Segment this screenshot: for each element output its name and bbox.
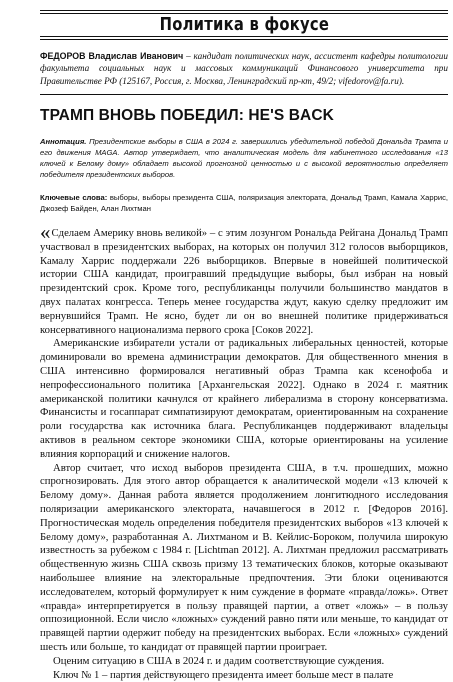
author-info	[40, 50, 448, 87]
separator-line	[40, 94, 448, 95]
opening-quote-mark: «	[40, 220, 51, 244]
author-name: ФЕДОРОВ Владислав Иванович	[40, 51, 183, 61]
abstract-label: Аннотация.	[40, 137, 86, 146]
section-header	[40, 10, 448, 40]
keywords	[40, 192, 448, 214]
author-bio: – кандидат политических наук, ассистент кафедры политологии факультета социальных наук и массовых коммуникаций Финансового университета при Правительстве РФ (125167, Россия, г. Москва, Ленинградский пр-кт, 49/2; vifedorov@fa.ru).	[40, 51, 448, 86]
keywords-label: Ключевые слова:	[40, 193, 107, 202]
abstract-text: Президентские выборы в США в 2024 г. завершились убедительной победой Дональда Трампа и его движения MAGA. Автор утверждает, что аналитическая модель для кабинетного исследования «13 ключей к Белому дому» обладает высокой прогнозной ценностью и с высокой вероятностью определяет победителя президентских выборов.	[40, 137, 448, 179]
body-paragraph: Автор считает, что исход выборов президента США, в т.ч. прошедших, можно спрогнозировать. Для этого автор обращается к аналитической модели «13 ключей к Белому дому». Данная работа является продолжением лонгитюдного исследования поляризации американского электората, начавшегося в 2012 г. [Федоров 2016]. Прогностическая модель определения победителя президентских выборов «13 ключей к Белому дому», разработанная А. Лихтманом и В. Кейлис-Бороком, получила широкую известность за рубежом с 1984 г. [Lichtman 2012]. А. Лихтман предложил рассматривать общественную жизнь США сквозь призму 13 тематических блоков, которые оказывают наибольшее влияние на электоральные предпочтения. Эти блоки оцениваются исследователем, который формулирует к ним суждение в формате «правда/ложь». Ответ «правда» интерпретируется в пользу правящей партии, а ответ «ложь» – в пользу оппозиционной. Если число «ложных» суждений равно пяти или меньше, то кандидат от правящей партии одержит победу на президентских выборах. Если «ложных» суждений шесть или больше, то кандидат от правящей партии проиграет.	[40, 462, 448, 655]
article-body	[40, 226, 448, 682]
article-title: ТРАМП ВНОВЬ ПОБЕДИЛ: HE'S BACK	[40, 107, 448, 125]
body-paragraph: Ключ № 1 – партия действующего президента имеет больше мест в палате	[40, 669, 448, 682]
keywords-text: выборы, выборы президента США, поляризация электората, Дональд Трамп, Камала Харрис, Джозеф Байден, Алан Лихтман	[40, 193, 448, 213]
body-paragraph: Оценим ситуацию в США в 2024 г. и дадим соответствующие суждения.	[40, 655, 448, 669]
body-paragraph: Американские избиратели устали от радикальных либеральных ценностей, которые доминировали во времена администрации демократов. Для общественного мнения в США интенсивно формировался негативный образ Трампа как ксенофоба и непрофессионального политика [Архангельская 2022]. Однако в 2024 г. маятник американской политики качнулся от крайнего либерализма в сторону консерватизма. Финансисты и госаппарат симпатизируют демократам, ориентированным на сохранение роли государства как источника блага. Республиканцев поддерживают владельцы активов в реальном секторе экономики США, которые ориентированы на усиление влияния корпораций и снижение налогов.	[40, 337, 448, 461]
body-paragraph: «Сделаем Америку вновь великой» – с этим лозунгом Рональда Рейгана Дональд Трамп участвовал в президентских выборах, на которых он получил 312 голосов выборщиков, Камалу Харрис поддержали 226 выборщиков. Впервые в новейшей политической истории США кандидат, проигравший предыдущие выборы, был избран на новый президентский срок. Кроме того, республиканцы получили большинство мандатов в двух палатах конгресса. Теперь менее государства ждут, какую сделку предложит им вернувшийся Трамп. Не ясно, будет ли он во внешней политике придерживаться консервативного национализма первого срока [Соков 2022].	[40, 226, 448, 337]
section-title: Политика в фокусе	[153, 14, 336, 36]
abstract	[40, 136, 448, 180]
